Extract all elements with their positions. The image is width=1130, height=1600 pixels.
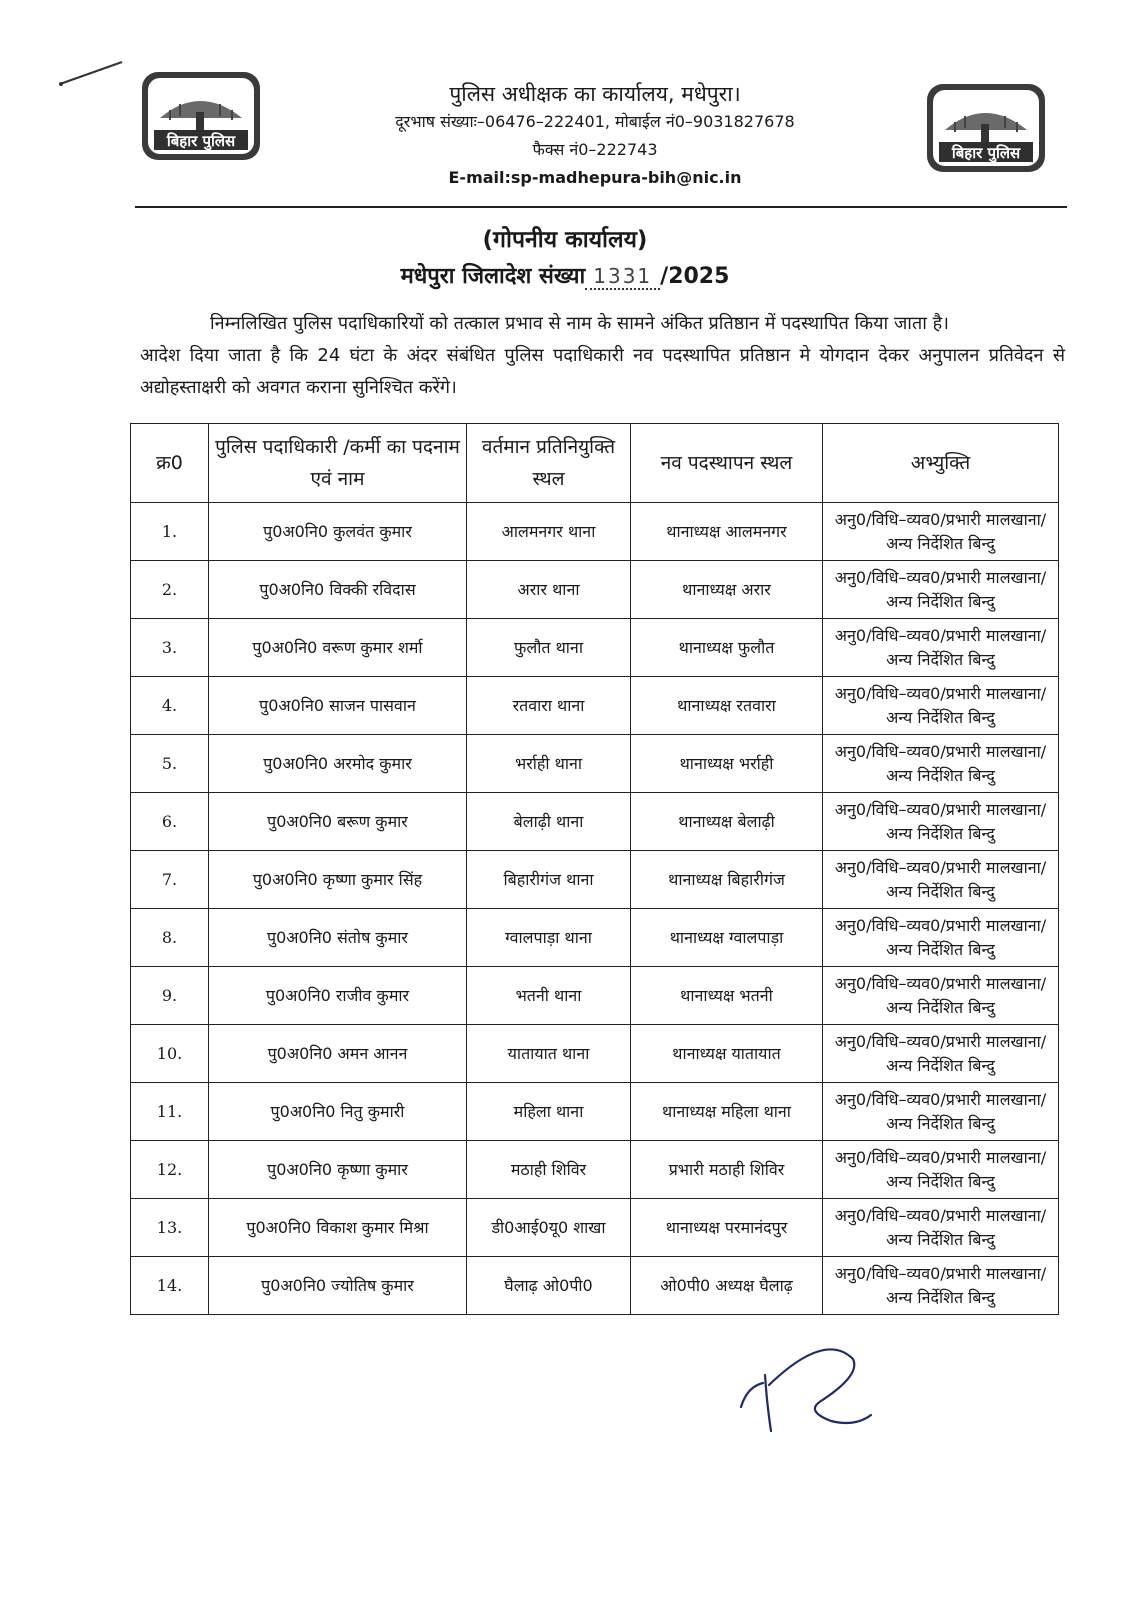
remark-cell: अनु0/विधि–व्यव0/प्रभारी मालखाना/अन्य निर्देशित बिन्दु: [823, 909, 1059, 967]
officer-name-cell: पु0अ0नि0 अरमोद कुमार: [209, 735, 467, 793]
remark-cell: अनु0/विधि–व्यव0/प्रभारी मालखाना/अन्य निर्देशित बिन्दु: [823, 967, 1059, 1025]
serial-cell: 1.: [131, 503, 209, 561]
table-row: [131, 1025, 1059, 1083]
remark-cell: अनु0/विधि–व्यव0/प्रभारी मालखाना/अन्य निर्देशित बिन्दु: [823, 1199, 1059, 1257]
email-line: E-mail:sp-madhepura-bih@nic.in: [448, 168, 742, 187]
order-number: 1331: [585, 264, 660, 290]
bihar-police-logo-right: [925, 82, 1047, 174]
serial-cell: 12.: [131, 1141, 209, 1199]
remark-cell: अनु0/विधि–व्यव0/प्रभारी मालखाना/अन्य निर्देशित बिन्दु: [823, 561, 1059, 619]
svg-text:बिहार पुलिस: बिहार पुलिस: [951, 144, 1021, 162]
header-remark: अभ्युक्ति: [823, 424, 1059, 503]
current-post-cell: ग्वालपाड़ा थाना: [467, 909, 631, 967]
table-row: [131, 677, 1059, 735]
serial-cell: 2.: [131, 561, 209, 619]
table-row: [131, 793, 1059, 851]
table-row: [131, 1199, 1059, 1257]
current-post-cell: बेलाढ़ी थाना: [467, 793, 631, 851]
order-title: [0, 222, 1130, 295]
new-post-cell: थानाध्यक्ष बेलाढ़ी: [631, 793, 823, 851]
header-officer: पुलिस पदाधिकारी /कर्मी का पदनाम एवं नाम: [209, 424, 467, 503]
remark-cell: अनु0/विधि–व्यव0/प्रभारी मालखाना/अन्य निर्देशित बिन्दु: [823, 851, 1059, 909]
intro-line-2: आदेश दिया जाता है कि 24 घंटा के अंदर संबंधित पुलिस पदाधिकारी नव पदस्थापित प्रतिष्ठान मे योगदान देकर अनुपालन प्रतिवेदन से अद्योहस्ताक्षरी को अवगत कराना सुनिश्चित करेंगे।: [140, 345, 1065, 398]
table-row: [131, 561, 1059, 619]
letterhead: [330, 80, 860, 192]
remark-cell: अनु0/विधि–व्यव0/प्रभारी मालखाना/अन्य निर्देशित बिन्दु: [823, 793, 1059, 851]
intro-line-1: निम्नलिखित पुलिस पदाधिकारियों को तत्काल प्रभाव से नाम के सामने अंकित प्रतिष्ठान में पदस्थापित किया जाता है।: [210, 313, 949, 334]
new-post-cell: थानाध्यक्ष भर्राही: [631, 735, 823, 793]
current-post-cell: फुलौत थाना: [467, 619, 631, 677]
confidential-heading: (गोपनीय कार्यालय): [482, 227, 648, 253]
officer-name-cell: पु0अ0नि0 कुलवंत कुमार: [209, 503, 467, 561]
officer-name-cell: पु0अ0नि0 बरूण कुमार: [209, 793, 467, 851]
officer-name-cell: पु0अ0नि0 अमन आनन: [209, 1025, 467, 1083]
current-post-cell: रतवारा थाना: [467, 677, 631, 735]
serial-cell: 10.: [131, 1025, 209, 1083]
phone-line: दूरभाष संख्याः–06476–222401, मोबाईल नं0–9031827678: [395, 112, 795, 131]
current-post-cell: मठाही शिविर: [467, 1141, 631, 1199]
order-number-line: [0, 258, 1130, 295]
officer-name-cell: पु0अ0नि0 विक्की रविदास: [209, 561, 467, 619]
new-post-cell: थानाध्यक्ष बिहारीगंज: [631, 851, 823, 909]
new-post-cell: थानाध्यक्ष फुलौत: [631, 619, 823, 677]
serial-cell: 14.: [131, 1257, 209, 1315]
new-post-cell: प्रभारी मठाही शिविर: [631, 1141, 823, 1199]
officer-name-cell: पु0अ0नि0 वरूण कुमार शर्मा: [209, 619, 467, 677]
remark-cell: अनु0/विधि–व्यव0/प्रभारी मालखाना/अन्य निर्देशित बिन्दु: [823, 1025, 1059, 1083]
table-row: [131, 1257, 1059, 1315]
serial-cell: 3.: [131, 619, 209, 677]
table-row: [131, 503, 1059, 561]
posting-table: [130, 423, 1059, 1315]
remark-cell: अनु0/विधि–व्यव0/प्रभारी मालखाना/अन्य निर्देशित बिन्दु: [823, 1141, 1059, 1199]
remark-cell: अनु0/विधि–व्यव0/प्रभारी मालखाना/अन्य निर्देशित बिन्दु: [823, 619, 1059, 677]
remark-cell: अनु0/विधि–व्यव0/प्रभारी मालखाना/अन्य निर्देशित बिन्दु: [823, 735, 1059, 793]
header-divider: [135, 206, 1067, 208]
officer-name-cell: पु0अ0नि0 नितु कुमारी: [209, 1083, 467, 1141]
new-post-cell: थानाध्यक्ष रतवारा: [631, 677, 823, 735]
table-row: [131, 1141, 1059, 1199]
serial-cell: 5.: [131, 735, 209, 793]
serial-cell: 11.: [131, 1083, 209, 1141]
header-current-post: वर्तमान प्रतिनियुक्ति स्थल: [467, 424, 631, 503]
serial-cell: 13.: [131, 1199, 209, 1257]
table-body: [131, 503, 1059, 1315]
current-post-cell: यातायात थाना: [467, 1025, 631, 1083]
header-serial: क्र0: [131, 424, 209, 503]
serial-cell: 4.: [131, 677, 209, 735]
serial-cell: 7.: [131, 851, 209, 909]
current-post-cell: भर्राही थाना: [467, 735, 631, 793]
table-row: [131, 851, 1059, 909]
remark-cell: अनु0/विधि–व्यव0/प्रभारी मालखाना/अन्य निर्देशित बिन्दु: [823, 677, 1059, 735]
current-post-cell: अरार थाना: [467, 561, 631, 619]
intro-paragraph: [140, 308, 1065, 404]
officer-name-cell: पु0अ0नि0 कृष्णा कुमार सिंह: [209, 851, 467, 909]
remark-cell: अनु0/विधि–व्यव0/प्रभारी मालखाना/अन्य निर्देशित बिन्दु: [823, 1083, 1059, 1141]
table-row: [131, 1083, 1059, 1141]
new-post-cell: थानाध्यक्ष भतनी: [631, 967, 823, 1025]
table-header-row: [131, 424, 1059, 503]
officer-name-cell: पु0अ0नि0 संतोष कुमार: [209, 909, 467, 967]
officer-name-cell: पु0अ0नि0 विकाश कुमार मिश्रा: [209, 1199, 467, 1257]
officer-name-cell: पु0अ0नि0 राजीव कुमार: [209, 967, 467, 1025]
table-row: [131, 967, 1059, 1025]
current-post-cell: भतनी थाना: [467, 967, 631, 1025]
signature: [735, 1335, 885, 1445]
new-post-cell: थानाध्यक्ष आलमनगर: [631, 503, 823, 561]
current-post-cell: आलमनगर थाना: [467, 503, 631, 561]
serial-cell: 8.: [131, 909, 209, 967]
bihar-police-logo-left: [140, 70, 262, 162]
new-post-cell: थानाध्यक्ष महिला थाना: [631, 1083, 823, 1141]
new-post-cell: थानाध्यक्ष यातायात: [631, 1025, 823, 1083]
table-row: [131, 735, 1059, 793]
new-post-cell: ओ0पी0 अध्यक्ष घैलाढ़: [631, 1257, 823, 1315]
serial-cell: 9.: [131, 967, 209, 1025]
header-new-post: नव पदस्थापन स्थल: [631, 424, 823, 503]
order-prefix: मधेपुरा जिलादेश संख्या: [400, 264, 586, 289]
officer-name-cell: पु0अ0नि0 ज्योतिष कुमार: [209, 1257, 467, 1315]
new-post-cell: थानाध्यक्ष अरार: [631, 561, 823, 619]
current-post-cell: महिला थाना: [467, 1083, 631, 1141]
fax-line: फैक्स नं0–222743: [532, 140, 658, 159]
officer-name-cell: पु0अ0नि0 साजन पासवान: [209, 677, 467, 735]
serial-cell: 6.: [131, 793, 209, 851]
officer-name-cell: पु0अ0नि0 कृष्णा कुमार: [209, 1141, 467, 1199]
table-row: [131, 909, 1059, 967]
current-post-cell: डी0आई0यू0 शाखा: [467, 1199, 631, 1257]
pen-stroke-mark: [58, 58, 128, 88]
table-row: [131, 619, 1059, 677]
office-name: पुलिस अधीक्षक का कार्यालय, मधेपुरा।: [449, 82, 741, 106]
remark-cell: अनु0/विधि–व्यव0/प्रभारी मालखाना/अन्य निर्देशित बिन्दु: [823, 503, 1059, 561]
new-post-cell: थानाध्यक्ष परमानंदपुर: [631, 1199, 823, 1257]
remark-cell: अनु0/विधि–व्यव0/प्रभारी मालखाना/अन्य निर्देशित बिन्दु: [823, 1257, 1059, 1315]
current-post-cell: बिहारीगंज थाना: [467, 851, 631, 909]
order-suffix: /2025: [660, 264, 730, 289]
new-post-cell: थानाध्यक्ष ग्वालपाड़ा: [631, 909, 823, 967]
svg-text:बिहार पुलिस: बिहार पुलिस: [166, 132, 236, 150]
current-post-cell: घैलाढ़ ओ0पी0: [467, 1257, 631, 1315]
